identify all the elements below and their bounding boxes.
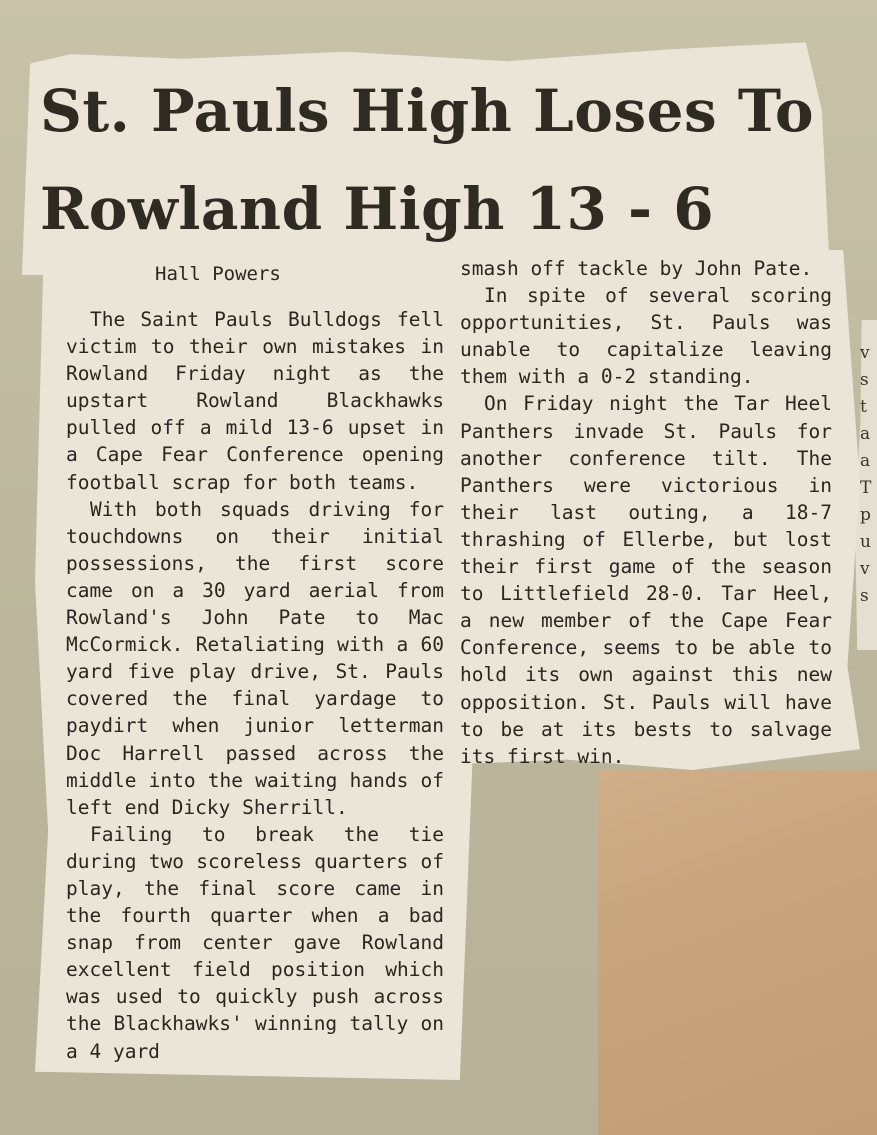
paragraph: The Saint Pauls Bulldogs fell victim to their own mistakes in Rowland Friday night as the upstart Rowland Blackhawks pulled off a mild 13-6 upset in a Cape Fear Conference opening football scrap for both teams.: [66, 308, 444, 494]
paragraph: Failing to break the tie during two scoreless quarters of play, the final score came in the fourth quarter when a bad snap from center gave Rowland excellent field position which was used to quickly push across the Blackhawks' winning tally on a 4 yard: [66, 822, 444, 1063]
paragraph: smash off tackle by John Pate.: [460, 257, 813, 280]
article-column-right: [460, 255, 832, 770]
byline: Hall Powers: [155, 263, 281, 285]
paragraph: In spite of several scoring opportunities, St. Pauls was unable to capitalize leaving them with a 0-2 standing.: [460, 284, 832, 389]
headline: St. Pauls High Loses To Rowland High 13 - 6: [40, 77, 815, 243]
paragraph: With both squads driving for touchdowns on their initial possessions, the first score came on a 30 yard aerial from Rowland's John Pate to Mac McCormick. Retaliating with a 60 yard five play drive, St. Pauls covered the final yardage to paydirt when junior letterman Doc Harrell passed across the middle into the waiting hands of left end Dicky Sherrill.: [66, 497, 444, 819]
paper-stain: [598, 770, 877, 1135]
adjacent-clipping-text: v s t a a T p u v s: [860, 343, 872, 606]
paragraph: On Friday night the Tar Heel Panthers invade St. Pauls for another conference tilt. The Panthers were victorious in their last outing, a 18-7 thrashing of Ellerbe, but lost their first game of the season to Littlefield 28-0. Tar Heel, a new member of the Cape Fear Conference, seems to be able to hold its own against this new opposition. St. Pauls will have to be at its bests to salvage its first win.: [460, 392, 832, 768]
article-column-left: [66, 306, 444, 1065]
